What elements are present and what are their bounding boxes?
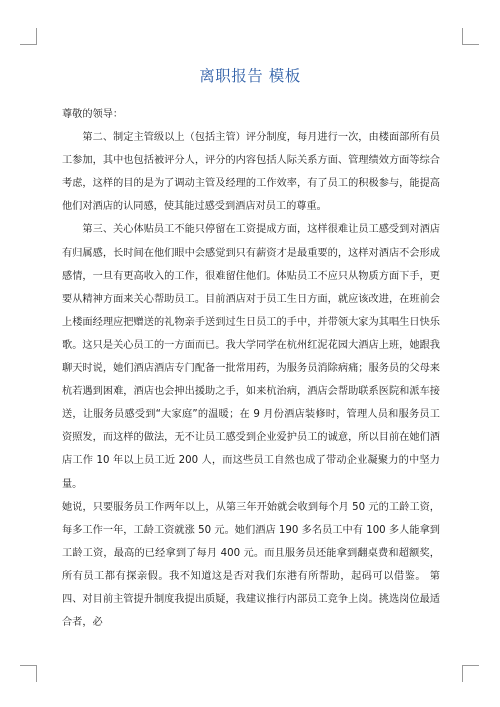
paragraph-1: 第二、制定主管级以上（包括主管）评分制度，每月进行一次，由楼面部所有员工参加，其中也包括被评分人，评分的内容包括人际关系方面、管理绩效方面等综合考虑，这样的目的是为了调动主管及经理的工作效率，有了员工的积极参与，能提高他们对酒店的认同感，使其能过感受到酒店对员工的尊重。 <box>62 132 440 213</box>
document-title: 离职报告 模板 <box>199 67 301 85</box>
crop-mark-top-left <box>20 28 37 45</box>
salutation: 尊敬的领导： <box>62 109 124 120</box>
paragraph-2: 第三、关心体贴员工不能只停留在工资提成方面，这样很难让员工感受到对酒店有归属感，长时间在他们眼中会感觉到只有薪资才是最重要的，这样对酒店不会形成感情，一旦有更高收入的工作，很难留住他们。体贴员工不应只从物质方面下手，更要从精神方面来关心帮助员工。目前酒店对于员工生日方面，就应该改进，在班前会上楼面经理应把赠送的礼物亲手送到过生日员工的手中，并带领大家为其唱生日快乐歌。这只是关心员工的一方面而已。我大学同学在杭州红泥花园大酒店上班，她跟我聊天时说，她们酒店酒店专门配备一批常用药，为服务员消除病痛；服务员的父母来杭若遇到困难，酒店也会抻出援助之手，如来杭治病，酒店会帮助联系医院和派车接送，让服务员感受到“大家庭”的温暖；在 9 月份酒店装修时，管理人员和服务员工资照发，而这样的做法，无不让员工感受到企业爱护员工的诚意，所以目前在她们酒店工作 10 年以上员工近 200 人，而这些员工自然也成了带动企业凝聚力的中坚力量。 <box>62 224 440 490</box>
crop-mark-bottom-left <box>20 665 37 682</box>
paragraph-3: 她说，只要服务员工作两年以上，从第三年开始就会收到每个月 50 元的工龄工资，每多工作一年，工龄工资就涨 50 元。她们酒店 190 多名员工中有 100 多人能拿到工龄工资，最高的已经拿到了每月 400 元。而且服务员还能拿到翻桌费和超额奖，所有员工都有探亲假。我不知道这是否对我们东港有所帮助，起码可以借鉴。 第四、对目前主管提升制度我提出质疑，我建议推行内部员工竞争上岗。挑选岗位最适合者，必 <box>62 501 440 629</box>
document-body <box>62 103 440 634</box>
crop-mark-bottom-right <box>462 665 479 682</box>
crop-mark-top-right <box>462 28 479 45</box>
